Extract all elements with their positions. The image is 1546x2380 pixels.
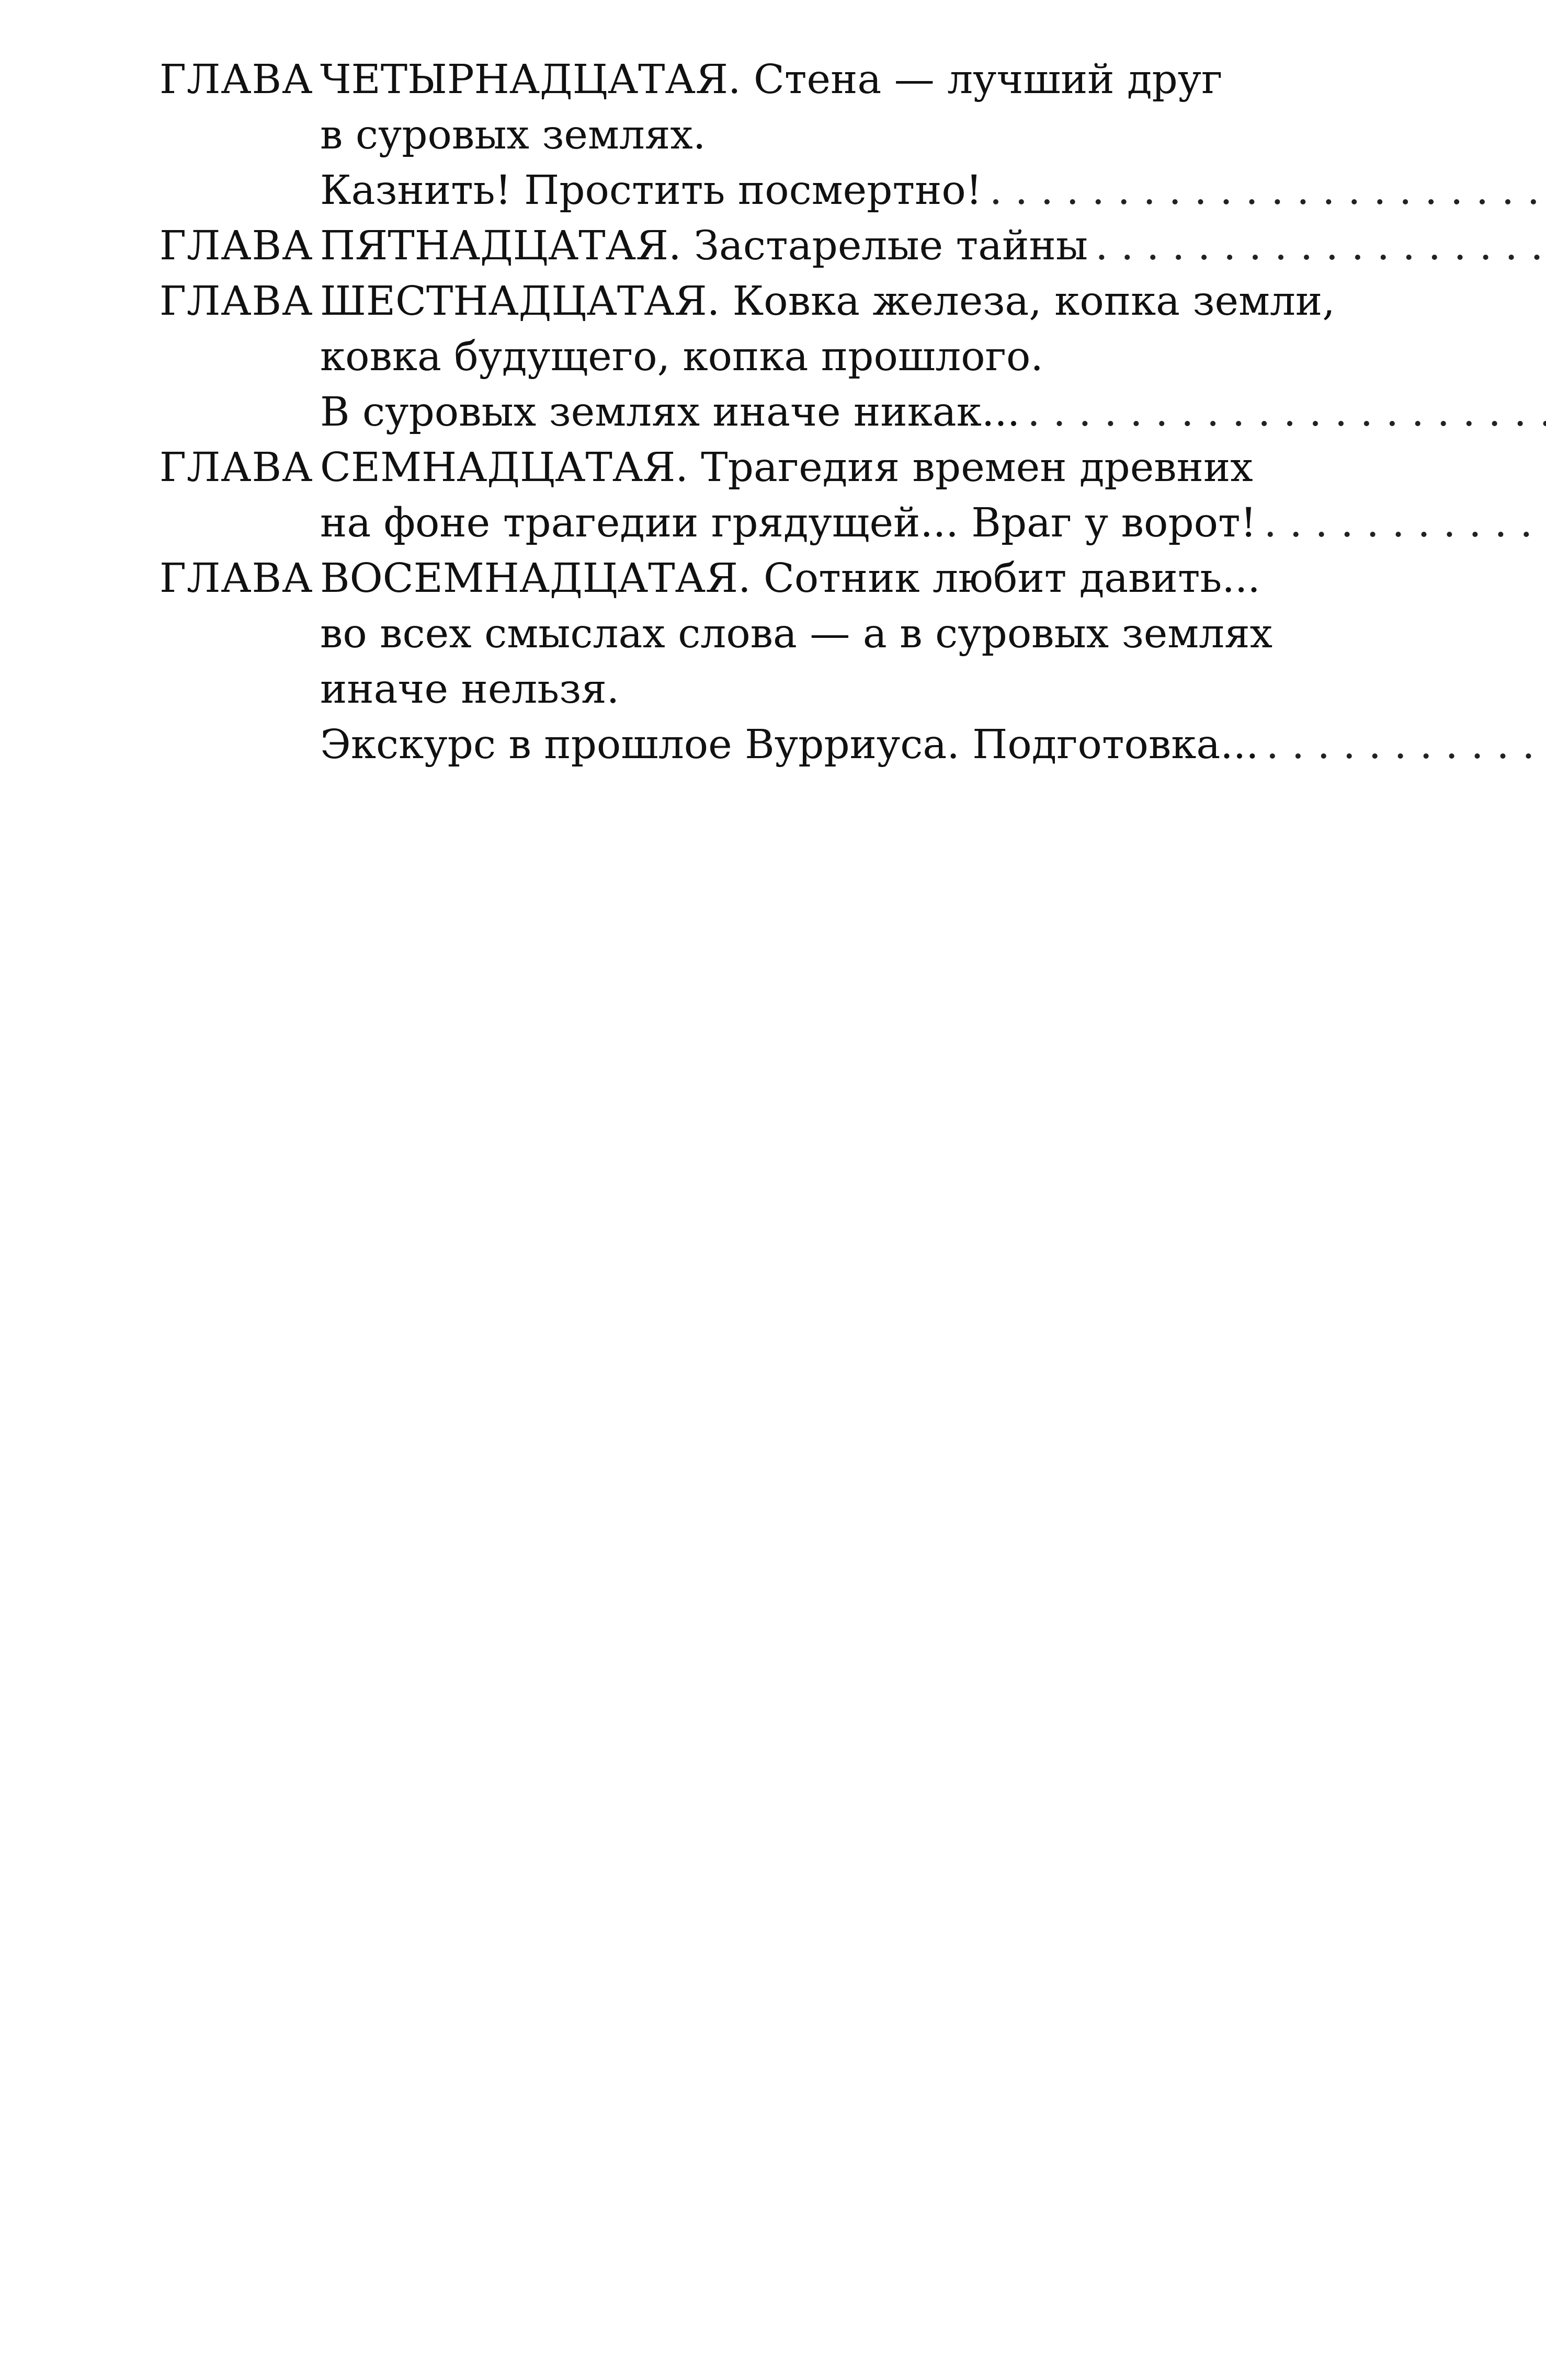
chapter-title-final-line (320, 385, 1546, 440)
toc-entry-chapter-18 (160, 551, 1383, 773)
chapter-title-final-line (320, 496, 1546, 551)
toc-entry-chapter-16 (160, 274, 1383, 440)
chapter-title-line: Экскурс в прошлое Вурриуса. Подготовка... (320, 722, 1259, 768)
chapter-title-block (320, 274, 1546, 440)
chapter-title-final-line (320, 717, 1546, 773)
chapter-title-final-line (320, 163, 1546, 219)
chapter-title-line: во всех смыслах слова — а в суровых землях (320, 611, 1273, 657)
dot-leader (1027, 385, 1546, 440)
toc-entry-chapter-14 (160, 52, 1383, 219)
toc-entry-chapter-17 (160, 440, 1383, 551)
chapter-title-block (320, 551, 1546, 773)
toc-entry-chapter-15 (160, 219, 1383, 274)
chapter-title-final-line (320, 219, 1546, 274)
chapter-title-line: в суровых землях. (320, 112, 706, 158)
chapter-label: ГЛАВА (160, 223, 313, 269)
chapter-title-block (320, 52, 1546, 219)
dot-leader (1266, 717, 1546, 773)
dot-leader (1095, 219, 1546, 274)
dot-leader (990, 163, 1546, 219)
chapter-title-block (320, 440, 1546, 551)
table-of-contents (160, 52, 1383, 773)
chapter-title-line: Казнить! Простить посмертно! (320, 167, 982, 214)
dot-leader (1264, 496, 1546, 551)
chapter-title-line: ШЕСТНАДЦАТАЯ. Ковка железа, копка земли, (320, 278, 1335, 325)
chapter-title-line: на фоне трагедии грядущей... Враг у ворот! (320, 500, 1257, 546)
chapter-title-line: СЕМНАДЦАТАЯ. Трагедия времен древних (320, 444, 1253, 491)
chapter-title-line: ВОСЕМНАДЦАТАЯ. Сотник любит давить... (320, 555, 1260, 602)
chapter-title-block (320, 219, 1546, 274)
chapter-label: ГЛАВА (160, 444, 313, 491)
chapter-label: ГЛАВА (160, 56, 313, 103)
chapter-title-line: иначе нельзя. (320, 666, 620, 713)
chapter-title-line: ПЯТНАДЦАТАЯ. Застарелые тайны (320, 223, 1088, 269)
chapter-title-line: ковка будущего, копка прошлого. (320, 334, 1043, 380)
chapter-label: ГЛАВА (160, 278, 313, 325)
chapter-label: ГЛАВА (160, 555, 313, 602)
chapter-title-line: ЧЕТЫРНАДЦАТАЯ. Стена — лучший друг (320, 56, 1223, 103)
chapter-title-line: В суровых землях иначе никак... (320, 389, 1020, 436)
